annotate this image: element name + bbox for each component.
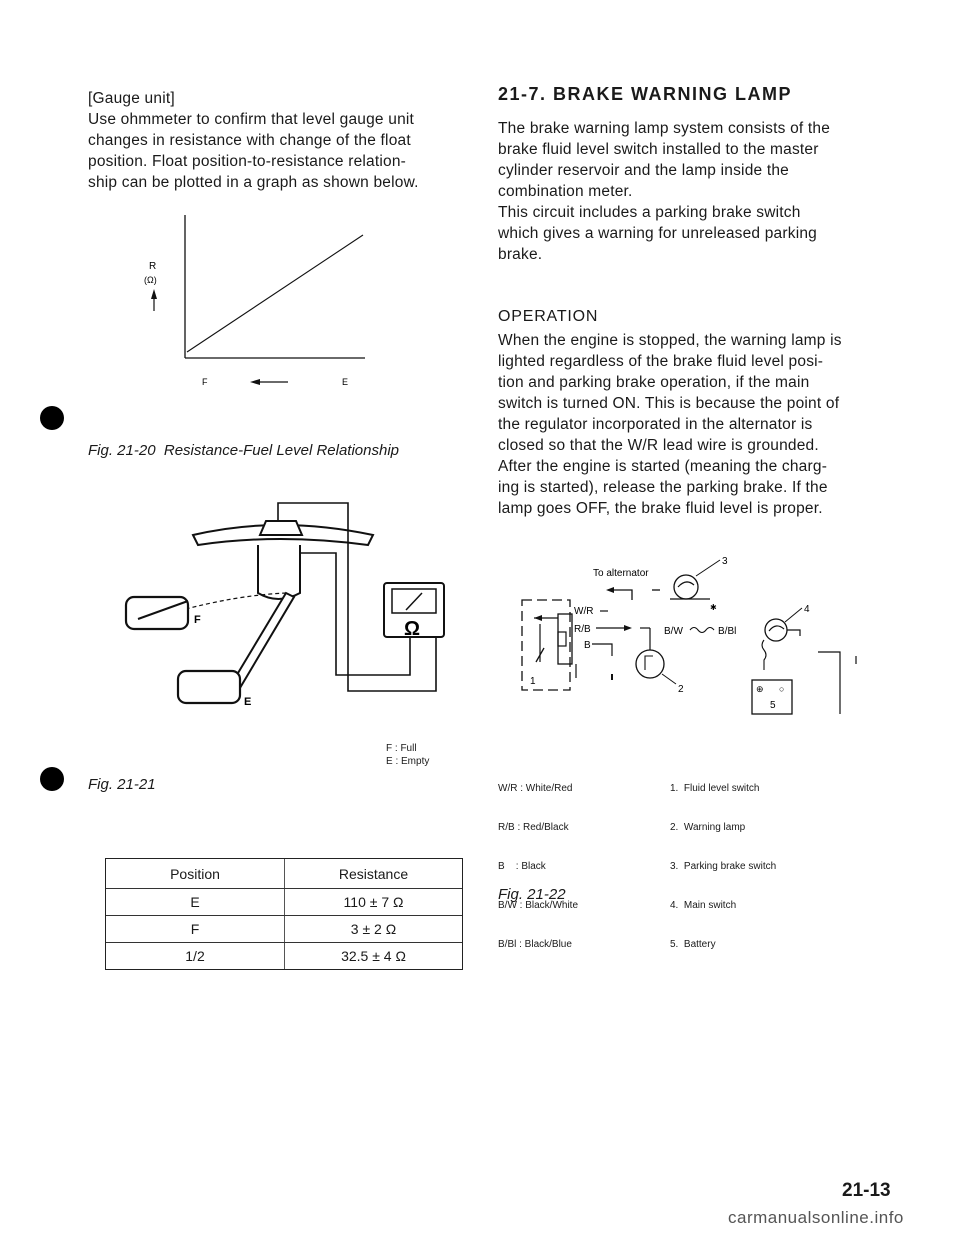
warning-lamp-number: 2 — [678, 684, 684, 695]
battery-minus: ○ — [779, 684, 785, 694]
battery-plus: ⊕ — [756, 684, 764, 694]
gauge-unit-line: position. Float position-to-resistance relation- — [88, 153, 407, 170]
intro-line: brake fluid level switch installed to the master — [498, 141, 819, 158]
gauge-unit-line: ship can be plotted in a graph as shown below. — [88, 174, 419, 191]
graph-y-label: R — [149, 261, 157, 272]
intro-line: which gives a warning for unreleased parking — [498, 225, 817, 242]
main-switch — [765, 619, 787, 641]
graph-resistance-line — [187, 235, 363, 352]
part-legend-item: 1. Fluid level switch — [670, 783, 760, 794]
operation-line: When the engine is stopped, the warning lamp is — [498, 332, 842, 349]
parking-brake-leader — [696, 560, 720, 576]
graph-x-label-f: F — [202, 377, 208, 387]
part-legend-item: 5. Battery — [670, 939, 716, 950]
fluid-switch-number: 1 — [530, 676, 536, 687]
legend-full: F : Full — [386, 743, 417, 754]
fig-21-22-caption: Fig. 21-22 — [498, 886, 566, 903]
table-cell-resistance: 110 ± 7 Ω — [285, 889, 463, 916]
operation-line: lamp goes OFF, the brake fluid level is proper. — [498, 500, 823, 517]
warning-lamp — [636, 650, 664, 678]
table-row — [106, 943, 462, 970]
wire-bw-label: B/W — [664, 626, 683, 637]
gauge-unit-line: Use ohmmeter to confirm that level gauge unit — [88, 111, 415, 128]
operation-title: OPERATION — [498, 308, 599, 325]
graph-x-label-e: E — [342, 377, 349, 387]
parking-brake-number: 3 — [722, 556, 728, 567]
gauge-body — [258, 545, 300, 599]
intro-line: This circuit includes a parking brake switch — [498, 204, 801, 221]
operation-line: switch is turned ON. This is because the point of — [498, 395, 840, 412]
operation-line: lighted regardless of the brake fluid level posi- — [498, 353, 824, 370]
fig-21-21-legend — [386, 742, 429, 768]
operation-line: ing is started), release the parking brake. If the — [498, 479, 828, 496]
legend-empty: E : Empty — [386, 756, 430, 767]
wire-legend-item: B : Black — [498, 861, 546, 872]
alternator-arrow — [606, 587, 614, 593]
margin-bullet — [40, 406, 64, 430]
gauge-cap — [260, 521, 302, 535]
intro-line: combination meter. — [498, 183, 633, 200]
resistance-table — [105, 858, 463, 970]
operation-line: tion and parking brake operation, if the main — [498, 374, 810, 391]
part-legend-item: 3. Parking brake switch — [670, 861, 777, 872]
operation-line: the regulator incorporated in the alternator is — [498, 416, 813, 433]
wire-legend-item: B/W : Black/White — [498, 900, 579, 911]
float-gauge-illustration — [118, 493, 458, 733]
wire-b — [592, 644, 612, 656]
wire-legend-item: W/R : White/Red — [498, 783, 573, 794]
margin-bullet — [40, 767, 64, 791]
gauge-unit-title: [Gauge unit] — [88, 90, 175, 107]
fig-21-21-caption: Fig. 21-21 — [88, 776, 156, 793]
battery-number: 5 — [770, 700, 776, 711]
wire-rb-label: R/B — [574, 624, 591, 635]
gauge-unit-line: changes in resistance with change of the float — [88, 132, 411, 149]
connector-pin — [558, 632, 566, 646]
table-cell-resistance: 3 ± 2 Ω — [285, 916, 463, 943]
fluid-switch-arrow — [534, 615, 542, 621]
battery-feed — [762, 640, 766, 670]
intro-line: The brake warning lamp system consists of the — [498, 120, 831, 137]
table-cell-position: E — [106, 889, 285, 916]
wire-bbl-label: B/Bl — [718, 626, 737, 637]
wire-legend-item: B/Bl : Black/Blue — [498, 939, 572, 950]
brake-warning-circuit — [500, 552, 900, 722]
wire-rb-arrow — [624, 625, 632, 631]
resistance-graph — [130, 215, 400, 415]
graph-y-unit: (Ω) — [144, 275, 157, 285]
table-row — [106, 916, 462, 943]
ground-star: ✱ — [710, 603, 717, 612]
part-legend-item: 4. Main switch — [670, 900, 737, 911]
operation-paragraph — [498, 330, 888, 519]
watermark: carmanualsonline.info — [728, 1208, 904, 1227]
to-alternator-label: To alternator — [593, 568, 649, 579]
table-cell-position: F — [106, 916, 285, 943]
table-cell-position: 1/2 — [106, 943, 285, 970]
float-empty — [178, 671, 240, 703]
page-number: 21-13 — [842, 1180, 891, 1201]
graph-x-arrow-head — [250, 379, 260, 385]
main-switch-leader — [785, 608, 802, 622]
main-switch-number: 4 — [804, 604, 810, 615]
parts-legend — [670, 756, 776, 964]
lamp-number-leader — [662, 674, 676, 684]
operation-line: closed so that the W/R lead wire is grounded. — [498, 437, 819, 454]
part-legend-item: 2. Warning lamp — [670, 822, 746, 833]
main-switch-wire — [787, 630, 800, 636]
float-full-label: F — [194, 614, 201, 626]
wire-b-label: B — [584, 640, 591, 651]
alternator-wire — [612, 590, 632, 600]
ohmmeter-symbol: Ω — [404, 618, 421, 640]
intro-line: brake. — [498, 246, 543, 263]
table-cell-resistance: 32.5 ± 4 Ω — [341, 948, 406, 964]
wire-bw-zigzag — [690, 628, 714, 633]
wire-color-legend — [498, 756, 578, 964]
table-header-row — [106, 859, 462, 889]
operation-line: After the engine is started (meaning the charg- — [498, 458, 828, 475]
float-empty-label: E — [244, 696, 252, 708]
wire-wr-label: W/R — [574, 606, 594, 617]
table-header-position: Position — [106, 859, 285, 889]
gauge-unit-section — [88, 88, 468, 193]
wire-legend-item: R/B : Red/Black — [498, 822, 569, 833]
parking-brake-switch — [674, 575, 698, 599]
table-row — [106, 889, 462, 916]
section-title: 21-7. BRAKE WARNING LAMP — [498, 84, 793, 104]
graph-y-arrow-head — [151, 289, 157, 299]
intro-paragraph — [498, 118, 888, 265]
battery-return — [818, 652, 840, 714]
fig-21-20-caption: Fig. 21-20 Resistance-Fuel Level Relationship — [88, 442, 399, 459]
intro-line: cylinder reservoir and the lamp inside the — [498, 162, 789, 179]
table-header-resistance: Resistance — [285, 859, 463, 889]
